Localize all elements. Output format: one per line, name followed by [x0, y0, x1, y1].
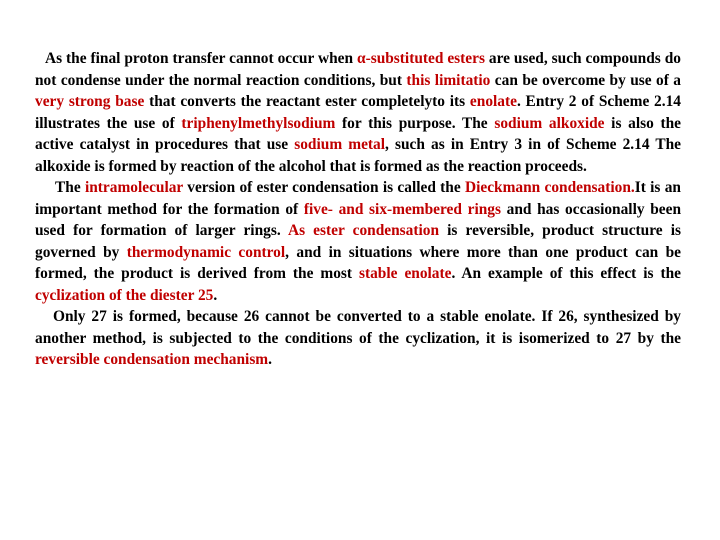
body-text: . Entry 2 of Scheme 2.14 illustrates the use of: [35, 93, 681, 132]
highlighted-term: cyclization of the diester 25: [35, 286, 214, 304]
body-text: is also the active catalyst in procedures that use: [35, 114, 681, 153]
body-text: As the final proton transfer cannot occur when: [45, 50, 357, 67]
highlighted-term: sodium metal: [294, 136, 386, 153]
body-text: .: [268, 351, 272, 368]
body-text: , such as in Entry 3 in of Scheme 2.14 The alkoxide is formed by reaction of the alcohol that is formed as the reaction proceeds.: [35, 136, 682, 175]
body-text: can be overcome by use of a: [490, 71, 681, 89]
highlighted-term: α-substituted esters: [356, 50, 485, 67]
highlighted-term: five- and six-membered rings: [303, 200, 501, 218]
highlighted-term: sodium alkoxide: [494, 114, 605, 132]
paragraph-claisen-limitation: [35, 48, 681, 177]
highlighted-term: very strong base: [35, 93, 145, 110]
body-text: . An example of this effect is the: [451, 265, 681, 282]
highlighted-term: this limitatio: [406, 71, 491, 89]
body-text: Only 27 is formed, because 26 cannot be converted to a stable enolate. If 26, synthesized by another method, is subjected to the conditions of the cyclization, it is isomerized to 27 by the: [35, 308, 681, 347]
highlighted-term: As ester condensation: [287, 222, 440, 239]
highlighted-term: triphenylmethylsodium: [181, 114, 336, 132]
body-text: is reversible, product structure is governed by: [35, 222, 681, 261]
slide-text-body: [35, 48, 681, 371]
highlighted-term: Dieckmann condensation.: [464, 179, 635, 196]
highlighted-term: intramolecular: [84, 179, 183, 196]
paragraph-dieckmann-condensation: [35, 177, 681, 306]
body-text: that converts the reactant ester completelyto its: [144, 93, 470, 110]
body-text: The: [55, 179, 85, 196]
body-text: , and in situations where more than one product can be formed, the product is derived from the most: [35, 243, 681, 282]
highlighted-term: enolate: [469, 93, 517, 110]
body-text: .: [213, 286, 218, 304]
body-text: and has occasionally been used for formation of larger rings.: [35, 200, 682, 239]
body-text: version of ester condensation is called the: [182, 179, 465, 196]
paragraph-isomerization: [35, 306, 681, 371]
highlighted-term: thermodynamic control: [126, 243, 286, 261]
body-text: It is an important method for the formation of: [35, 179, 681, 218]
highlighted-term: stable enolate: [359, 265, 452, 282]
highlighted-term: reversible condensation mechanism: [35, 351, 269, 368]
body-text: are used, such compounds do not condense under the normal reaction conditions, but: [35, 50, 681, 89]
body-text: for this purpose. The: [335, 114, 495, 132]
